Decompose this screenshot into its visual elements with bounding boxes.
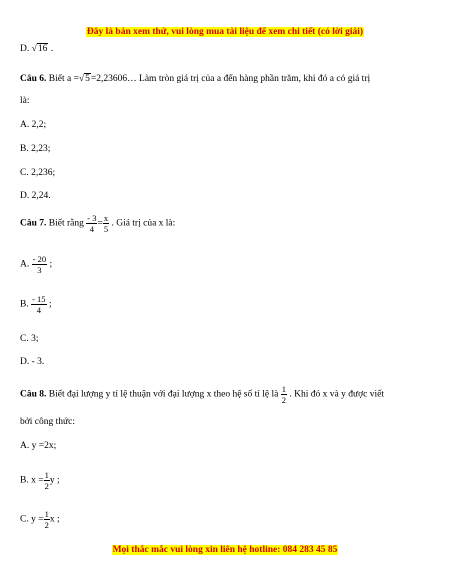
question-6-math [67,74,139,84]
fraction-numerator: - 20 [32,254,47,264]
option-label: C. [20,334,29,344]
radicand: 5 [85,74,90,84]
fraction-denominator: 5 [103,224,109,234]
question-7-title: Câu 7. [20,218,47,229]
option-var: x [49,514,55,525]
question-8-stem [20,384,384,405]
option-text: 2,2; [31,120,47,130]
option-label: B. [20,475,29,486]
prev-question-option-d [20,44,53,54]
question-6-stem [20,74,370,84]
preview-notice-text: Đây là bản xem thử, vui lòng mua tài liệu để xem chi tiết (có lời giải) [86,27,364,37]
fraction-numerator: 1 [44,509,49,519]
fraction [31,294,46,315]
option-text: 3; [31,334,39,344]
option-lhs: y = [31,514,44,525]
question-7-stem [20,213,175,234]
option-var: y [49,475,55,486]
preview-notice-banner [0,27,450,37]
question-6-option-c [20,168,55,178]
option-text: 2,23; [31,144,51,154]
option-label: C. [20,168,29,178]
question-8-title: Câu 8. [20,389,47,400]
question-8-continuation: bởi công thức: [20,417,76,427]
option-label: A. [20,120,30,130]
hotline-notice-banner [0,545,450,555]
sqrt-expression: √16 [31,44,48,54]
fraction [103,213,109,234]
option-end: ; [48,299,52,310]
fraction-denominator: 2 [281,395,286,405]
fraction-denominator: 3 [37,265,42,275]
question-8-text: Biết đại lượng y tỉ lệ thuận với đại lượng x theo hệ số tỉ lệ là [48,389,279,400]
question-7-after: . Giá trị của [111,218,157,229]
fraction-numerator: 1 [281,384,286,394]
option-label: D. [20,191,30,201]
option-text: 2,24. [31,191,51,201]
math-a: a = [67,74,79,84]
option-text: 2,236; [31,168,56,178]
fraction [281,384,287,405]
radicand: 16 [37,44,48,54]
equals-sign: = [97,218,103,229]
option-text: - 3 [31,357,42,367]
option-end: . [50,44,54,54]
option-expression: y =2x [31,441,54,451]
option-label: A. [20,259,30,270]
question-6-after: Làm tròn giá trị của a đến hàng phần trăm, khi đó a có giá trị [139,74,371,84]
question-7-option-b [20,294,52,315]
option-end: ; [49,259,53,270]
option-end: ; [56,514,60,525]
option-end: . [41,357,45,367]
question-8-option-c [20,509,60,530]
question-7-option-d [20,357,44,367]
option-label: B. [20,299,29,310]
option-lhs: x = [31,475,44,486]
option-label: B. [20,144,29,154]
option-end: ; [56,475,60,486]
question-7-var: x [158,218,164,229]
fraction-numerator: - 3 [87,213,97,223]
question-8-option-a [20,441,56,451]
question-8-after: . Khi đó x và y được viết [289,389,384,400]
fraction-denominator: 2 [44,520,49,530]
fraction-denominator: 2 [44,481,49,491]
fraction-numerator: - 15 [32,294,46,304]
fraction-numerator: 1 [44,470,49,480]
fraction-numerator: x [103,213,109,223]
question-7-option-c [20,334,38,344]
question-6-before: Biết [48,74,65,84]
option-label: C. [20,514,29,525]
option-label: D. [20,44,30,54]
fraction-denominator: 4 [89,224,94,234]
question-6-title: Câu 6. [20,74,47,84]
option-end: ; [53,441,57,451]
question-6-option-a [20,120,46,130]
question-6-option-b [20,144,50,154]
fraction [86,213,97,234]
fraction [32,254,47,275]
question-7-before: Biết rằng [48,218,84,229]
sqrt-expression: √5 [78,74,90,84]
question-8-option-b [20,470,60,491]
question-7-option-a [20,254,52,275]
question-7-end: là: [165,218,176,229]
option-label: A. [20,441,30,451]
fraction-denominator: 4 [36,305,41,315]
hotline-notice-text: Mọi thắc mắc vui lòng xin liên hệ hotline: 084 283 45 85 [112,545,338,555]
question-6-option-d [20,191,51,201]
question-6-continuation: là: [20,96,30,106]
math-value: =2,23606… [90,74,137,84]
option-label: D. [20,357,30,367]
